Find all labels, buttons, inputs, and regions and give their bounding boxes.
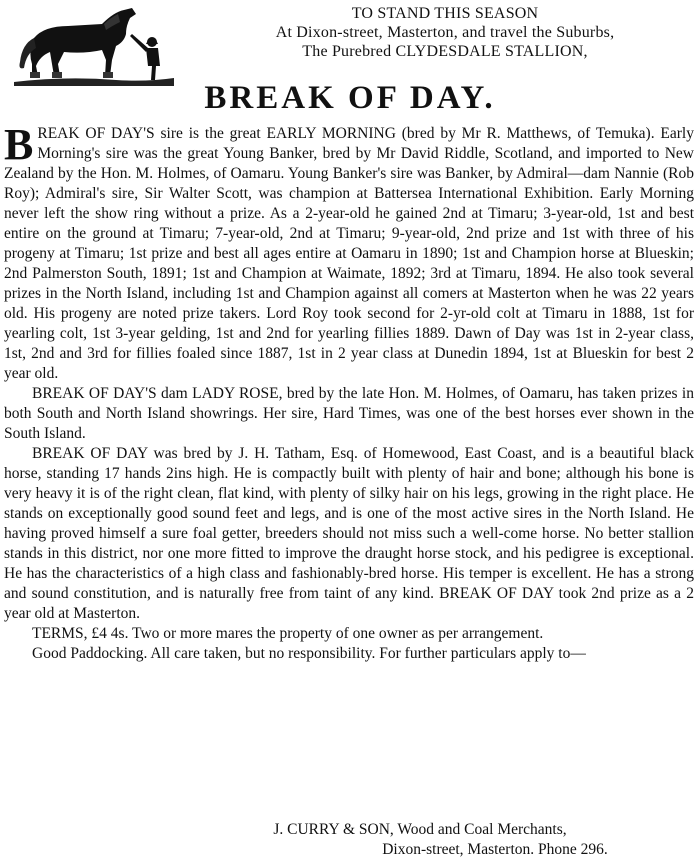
paragraph-sire — [4, 120, 694, 384]
signature-block — [190, 820, 650, 860]
headline: BREAK OF DAY. — [204, 80, 496, 116]
signature-line-2: Dixon-street, Masterton. Phone 296. — [382, 841, 608, 858]
drop-cap: B — [4, 120, 34, 169]
paragraph-sire-text: REAK OF DAY'S sire is the great EARLY MORNING (bred by Mr R. Matthews, of Temuka). Early Morning's sire was the great Young Banker, bred by Mr David Riddle, Scotland, and imported to New Zealand by the Hon. M. Holmes, of Oamaru. Young Banker's sire was Banker, by Admiral—dam Nannie (Rob Roy); Admiral's sire, Sir Walter Scott, was champion at Battersea International Exhibition. Early Morning never left the show ring without a prize. As a 2-year-old he gained 2nd at Timaru; 3-year-old, 1st and best entire on the ground at Timaru; 7-year-old, 2nd at Timaru; 9-year-old, 2nd prize and 1st with three of his progeny at Timaru; 1st prize and best all ages entire at Oamaru in 1890; 1st and Champion horse at Blueskin; 2nd Palmerston South, 1891; 1st and Champion at Waimate, 1892; 3rd at Timaru, 1894. He also took several prizes in the North Island, including 1st and Champion against all comers at Masterton when he was 22 years old. His progeny are noted prize takers. Lord Roy took second for 2-yr-old colt at Timaru in 1888, 1st for yearling colt, 1st 3-year gelding, 1st and 2nd for yearling fillies 1889. Dawn of Day was 1st in 2-year class, 1st, 2nd and 3rd for fillies foaled since 1887, 1st in 2 year class at Dunedin 1894, 1st at Blueskin for best 2 year old. — [4, 125, 694, 382]
paragraph-description: BREAK OF DAY was bred by J. H. Tatham, Esq. of Homewood, East Coast, and is a beautiful black horse, standing 17 hands 2ins high. He is compactly built with plenty of hair and bone; although his bone is very heavy it is of the right clean, flat kind, with plenty of silky hair on his legs, growing in the right place. He stands on exceptionally good sound feet and legs, and is one of the most active sires in the North Island. He having proved himself a sure foal getter, breeders should not miss such a well-come horse. No better stallion stands in this district, nor one more fitted to improve the draught horse stock, and his pedigree is exceptional. He has the characteristics of a high class and fashionably-bred horse. His temper is excellent. He has a strong and sound constitution, and is naturally free from taint of any kind. BREAK OF DAY took 2nd prize as a 2 year old at Masterton. — [4, 445, 694, 622]
signature-line-1: J. CURRY & SON, Wood and Coal Merchants, — [273, 821, 567, 838]
header-line-2: At Dixon-street, Masterton, and travel the Suburbs, — [275, 24, 615, 41]
paragraph-terms: TERMS, £4 4s. Two or more mares the property of one owner as per arrangement. — [32, 625, 544, 642]
header-line-3: The Purebred CLYDESDALE STALLION, — [302, 43, 588, 60]
horse-and-groom-illustration — [6, 4, 176, 86]
header — [210, 4, 680, 61]
paragraph-paddocking: Good Paddocking. All care taken, but no responsibility. For further particulars apply to— — [32, 645, 586, 662]
header-line-1: TO STAND THIS SEASON — [351, 5, 539, 22]
body-text — [4, 120, 694, 664]
paragraph-dam: BREAK OF DAY'S dam LADY ROSE, bred by the late Hon. M. Holmes, of Oamaru, has taken prizes in both South and North Island showrings. Her sire, Hard Times, was one of the best horses ever shown in the South Island. — [4, 385, 694, 442]
